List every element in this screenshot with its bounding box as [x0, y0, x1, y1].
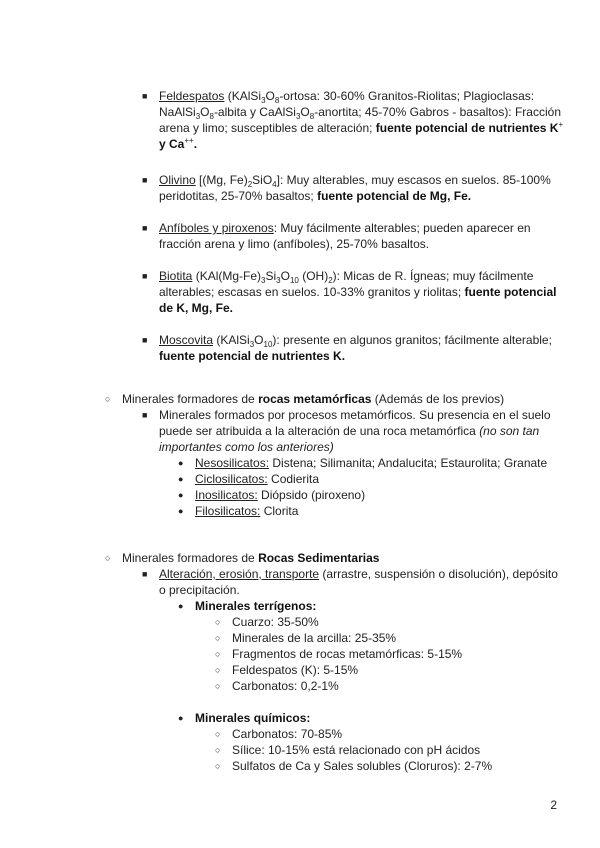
- section-heading: [105, 391, 562, 407]
- silicate-group: [178, 487, 562, 503]
- text: (arrastre, suspensión o disolución), depósito o precipitación.: [159, 567, 558, 597]
- subscript: 3: [249, 340, 255, 349]
- bold-text: Minerales terrígenos:: [195, 599, 317, 613]
- subscript: 3: [276, 276, 281, 285]
- circle-bullet-icon: ○: [215, 761, 221, 771]
- text: : Muy fácilmente alterables; pueden aparecer en fracción arena y limo (anfíboles), 25-70% basaltos.: [159, 221, 531, 251]
- dot-bullet-icon: ●: [178, 490, 184, 500]
- text: ): Micas de R. Ígneas; muy fácilmente alterables; escasas en suelos. 10-33% granitos y riolitas;: [159, 269, 534, 299]
- text: Carbonatos: 70-85%: [232, 727, 343, 741]
- circle-bullet-icon: ○: [215, 729, 221, 739]
- subscript: 2: [328, 276, 333, 285]
- list-item: [215, 758, 562, 774]
- text: -ortosa: 30-60% Granitos-Riolitas; Plagioclasas: NaAlSi: [159, 89, 535, 119]
- list-item: [215, 614, 562, 630]
- text: Fragmentos de rocas metamórficas: 5-15%: [232, 647, 463, 661]
- chemical-heading: [178, 710, 562, 726]
- circle-bullet-icon: ○: [215, 665, 221, 675]
- text: Minerales formadores de: [122, 392, 259, 406]
- square-bullet-icon: ■: [142, 175, 148, 185]
- square-bullet-icon: ■: [142, 271, 148, 281]
- bold-text: fuente potencial de nutrientes K.: [159, 349, 346, 363]
- square-bullet-icon: ■: [142, 223, 148, 233]
- group-name: Inosilicatos:: [195, 488, 258, 502]
- text: Distena; Silimanita; Andalucita; Estaurolita; Granate: [269, 456, 548, 470]
- italic-text: (no son tan importantes como los anteriores): [159, 424, 540, 454]
- bold-text: fuente potencial de Mg, Fe.: [317, 189, 472, 203]
- dot-bullet-icon: ●: [178, 474, 184, 484]
- superscript: ++: [184, 136, 194, 145]
- list-item-olivino: [142, 172, 564, 204]
- list-item-anfiboles: [142, 220, 564, 252]
- section-heading: [105, 550, 562, 566]
- text: -albita y CaAlSi: [213, 105, 296, 119]
- list-item-biotita: [142, 268, 564, 316]
- list-item: [215, 742, 562, 758]
- subscript: 8: [309, 112, 315, 121]
- square-bullet-icon: ■: [142, 410, 148, 420]
- dot-bullet-icon: ●: [178, 713, 184, 723]
- circle-bullet-icon: ○: [105, 553, 111, 563]
- mineral-name: Feldespatos: [159, 89, 225, 103]
- text: Minerales formadores de: [122, 551, 259, 565]
- text: (Además de los previos): [371, 392, 505, 406]
- text: (KAlSi: [213, 333, 250, 347]
- text: Feldespatos (K): 5-15%: [232, 663, 359, 677]
- subscript: 3: [295, 112, 301, 121]
- text: SiO: [252, 173, 273, 187]
- bold-text: Minerales químicos:: [195, 711, 311, 725]
- sedimentary-section: [105, 550, 562, 774]
- subscript: 3: [261, 276, 266, 285]
- list-item: [215, 726, 562, 742]
- silicate-group: [178, 471, 562, 487]
- bold-text: fuente potencial de K, Mg, Fe.: [159, 285, 557, 315]
- text: Clorita: [260, 504, 299, 518]
- list-item: [215, 630, 562, 646]
- text: Carbonatos: 0,2-1%: [232, 679, 339, 693]
- subscript: 2: [247, 180, 253, 189]
- subscript: 8: [209, 112, 214, 121]
- subscript: 10: [263, 340, 273, 349]
- circle-bullet-icon: ○: [215, 681, 221, 691]
- group-name: Filosilicatos:: [195, 504, 261, 518]
- text: O: [265, 89, 275, 103]
- text: Codierita: [267, 472, 320, 486]
- text: [(Mg, Fe): [195, 173, 248, 187]
- superscript: +: [558, 120, 564, 129]
- list-item: [215, 678, 562, 694]
- process-item: [142, 566, 562, 598]
- dot-bullet-icon: ●: [178, 458, 184, 468]
- bold-text: y Ca: [159, 137, 185, 151]
- text: O: [200, 105, 210, 119]
- subscript: 3: [195, 112, 201, 121]
- igneous-minerals-list: [142, 88, 564, 364]
- text: (KAl(Mg-Fe): [192, 269, 262, 283]
- square-bullet-icon: ■: [142, 335, 148, 345]
- dot-bullet-icon: ●: [178, 506, 184, 516]
- mineral-name: Anfíboles y piroxenos: [159, 221, 274, 235]
- text: ): presente en algunos granitos; fácilmente alterable;: [272, 333, 552, 347]
- list-item-moscovita: [142, 332, 564, 364]
- dot-bullet-icon: ●: [178, 601, 184, 611]
- text: Diópsido (piroxeno): [257, 488, 366, 502]
- circle-bullet-icon: ○: [215, 633, 221, 643]
- circle-bullet-icon: ○: [215, 649, 221, 659]
- mineral-name: Olivino: [159, 173, 196, 187]
- subscript: 3: [261, 96, 266, 105]
- square-bullet-icon: ■: [142, 91, 148, 101]
- bold-text: rocas metamórficas: [258, 392, 372, 406]
- metamorphic-description: [142, 407, 562, 455]
- text: Sílice: 10-15% está relacionado con pH ácidos: [232, 743, 481, 757]
- list-item: [215, 662, 562, 678]
- subscript: 4: [272, 180, 277, 189]
- mineral-name: Moscovita: [159, 333, 214, 347]
- list-item-feldespatos: [142, 88, 564, 152]
- text: Sulfatos de Ca y Sales solubles (Cloruros): 2-7%: [232, 759, 493, 773]
- metamorphic-section: [105, 391, 562, 519]
- silicate-group: [178, 455, 562, 471]
- group-name: Ciclosilicatos:: [195, 472, 268, 486]
- process-link: Alteración, erosión, transporte: [159, 567, 320, 581]
- circle-bullet-icon: ○: [105, 394, 111, 404]
- text: O: [280, 269, 290, 283]
- bold-text: Rocas Sedimentarias: [258, 551, 380, 565]
- square-bullet-icon: ■: [142, 569, 148, 579]
- text: Minerales de la arcilla: 25-35%: [232, 631, 397, 645]
- text: (KAlSi: [224, 89, 262, 103]
- subscript: 10: [289, 276, 299, 285]
- text: ]: Muy alterables, muy escasos en suelos. 85-100% peridotitas, 25-70% basaltos;: [159, 173, 551, 203]
- text: Cuarzo: 35-50%: [232, 615, 319, 629]
- silicate-group: [178, 503, 562, 519]
- text: O: [254, 333, 264, 347]
- terrigenous-heading: [178, 598, 562, 614]
- text: Minerales formados por procesos metamórficos. Su presencia en el suelo puede ser atribuida a la alteración de una roca metamórfica: [159, 408, 551, 438]
- text: O: [300, 105, 310, 119]
- subscript: 8: [274, 96, 280, 105]
- bold-text: .: [193, 137, 198, 151]
- text: (OH): [298, 269, 329, 283]
- circle-bullet-icon: ○: [215, 617, 221, 627]
- group-name: Nesosilicatos:: [195, 456, 270, 470]
- text: -anortita; 45-70% Gabros - basaltos): Fracción arena y limo; susceptibles de alteración;: [159, 105, 561, 135]
- text: Si: [265, 269, 277, 283]
- list-item: [215, 646, 562, 662]
- mineral-name: Biotita: [159, 269, 193, 283]
- bold-text: fuente potencial de nutrientes K: [375, 121, 559, 135]
- circle-bullet-icon: ○: [215, 745, 221, 755]
- page-number: 2: [550, 798, 557, 812]
